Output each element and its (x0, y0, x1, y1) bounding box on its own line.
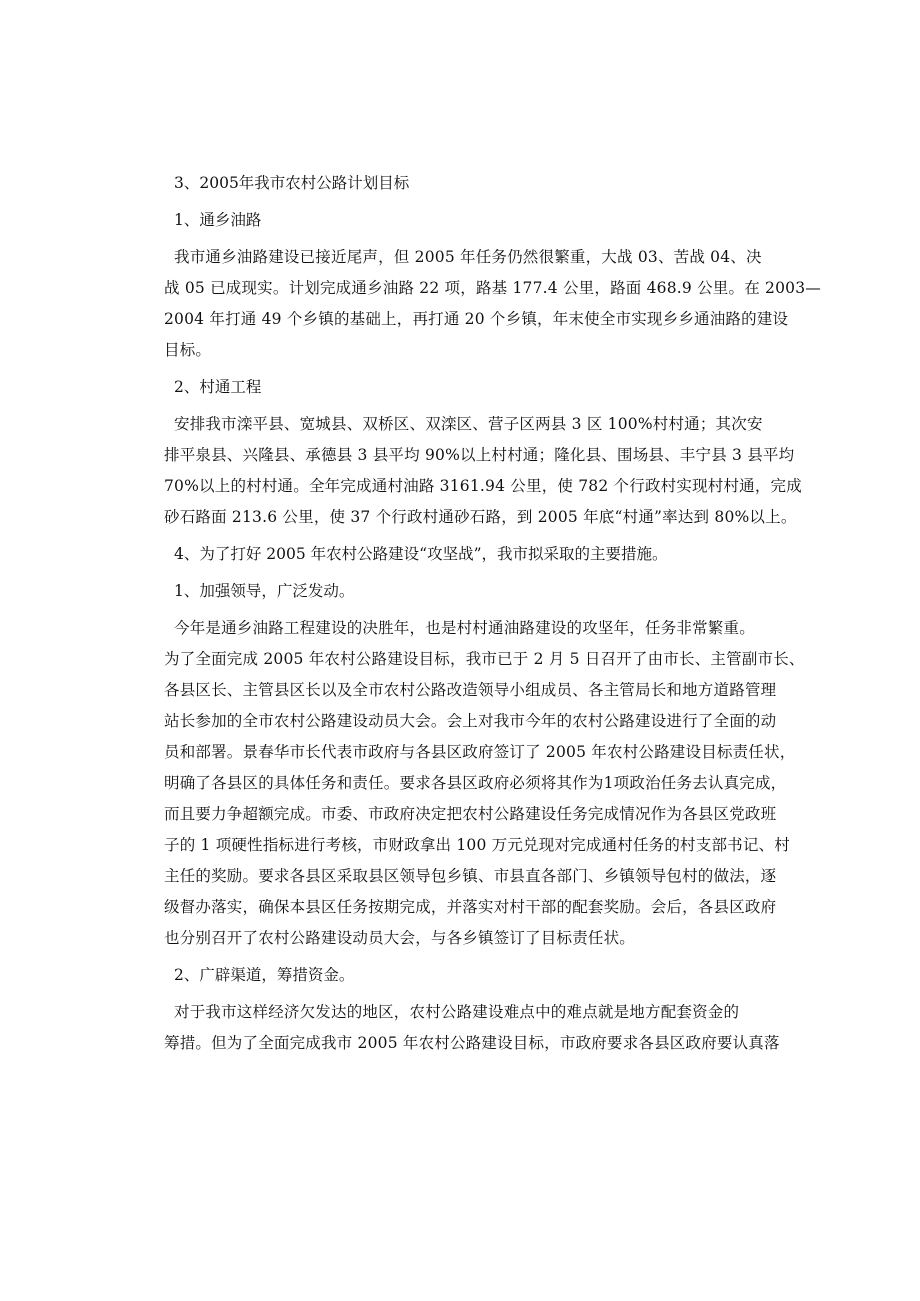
paragraph-line: 员和部署。景春华市长代表市政府与各县区政府签订了 2005 年农村公路建设目标责任状， (164, 743, 796, 761)
paragraph-line: 对于我市这样经济欠发达的地区，农村公路建设难点中的难点就是地方配套资金的 (174, 1003, 740, 1021)
paragraph-line: 目标。 (164, 341, 212, 359)
paragraph-village-project (164, 409, 800, 533)
paragraph-line: 今年是通乡油路工程建设的决胜年，也是村村通油路建设的攻坚年，任务非常繁重。 (174, 619, 755, 637)
subheading-leadership: 1、加强领导，广泛发动。 (174, 582, 355, 600)
paragraph-line: 我市通乡油路建设已接近尾声，但 2005 年任务仍然很繁重，大战 03、苦战 04、决 (174, 248, 762, 266)
paragraph-line: 2004 年打通 49 个乡镇的基础上，再打通 20 个乡镇，年末使全市实现乡乡通油路的建设 (164, 310, 789, 328)
paragraph-line: 也分别召开了农村公路建设动员大会，与各乡镇签订了目标责任状。 (164, 929, 636, 947)
paragraph-line: 排平泉县、兴隆县、承德县 3 县平均 90%以上村村通；隆化县、围场县、丰宁县 3 县平均 (164, 446, 795, 464)
paragraph-line: 各县区长、主管县区长以及全市农村公路改造领导小组成员、各主管局长和地方道路管理 (164, 681, 777, 699)
paragraph-line: 砂石路面 213.6 公里，使 37 个行政村通砂石路，到 2005 年底“村通”率达到 80%以上。 (164, 508, 797, 526)
paragraph-line: 子的 1 项硬性指标进行考核，市财政拿出 100 万元兑现对完成通村任务的村支部书记、村 (164, 836, 790, 854)
paragraph-line: 70%以上的村村通。全年完成通村油路 3161.94 公里，使 782 个行政村实现村村通，完成 (164, 477, 802, 495)
section-heading-plan-targets: 3、2005年我市农村公路计划目标 (174, 174, 410, 192)
subheading-village-project: 2、村通工程 (174, 378, 262, 396)
paragraph-leadership (164, 613, 805, 954)
paragraph-line: 主任的奖励。要求各县区采取县区领导包乡镇、市县直各部门、乡镇领导包村的做法，逐 (164, 867, 777, 885)
paragraph-funding (164, 997, 800, 1059)
paragraph-line: 级督办落实，确保本县区任务按期完成，并落实对村干部的配套奖励。会后，各县区政府 (164, 898, 777, 916)
paragraph-line: 站长参加的全市农村公路建设动员大会。会上对我市今年的农村公路建设进行了全面的动 (164, 712, 777, 730)
section-heading-measures: 4、为了打好 2005 年农村公路建设“攻坚战”，我市拟采取的主要措施。 (174, 545, 668, 563)
paragraph-line: 明确了各县区的具体任务和责任。要求各县区政府必须将其作为1项政治任务去认真完成， (164, 774, 787, 792)
paragraph-township-roads (164, 242, 821, 366)
paragraph-line: 筹措。但为了全面完成我市 2005 年农村公路建设目标，市政府要求各县区政府要认真落 (164, 1034, 780, 1052)
paragraph-line: 战 05 已成现实。计划完成通乡油路 22 项，路基 177.4 公里，路面 468.9 公里。在 2003— (164, 279, 821, 297)
subheading-funding: 2、广辟渠道，筹措资金。 (174, 966, 355, 984)
paragraph-line: 而且要力争超额完成。市委、市政府决定把农村公路建设任务完成情况作为各县区党政班 (164, 805, 777, 823)
paragraph-line: 安排我市滦平县、宽城县、双桥区、双滦区、营子区两县 3 区 100%村村通；其次安 (174, 415, 763, 433)
subheading-township-roads: 1、通乡油路 (174, 211, 262, 229)
document-body (164, 168, 821, 1059)
paragraph-line: 为了全面完成 2005 年农村公路建设目标，我市已于 2 月 5 日召开了由市长、主管副市长、 (164, 650, 805, 668)
